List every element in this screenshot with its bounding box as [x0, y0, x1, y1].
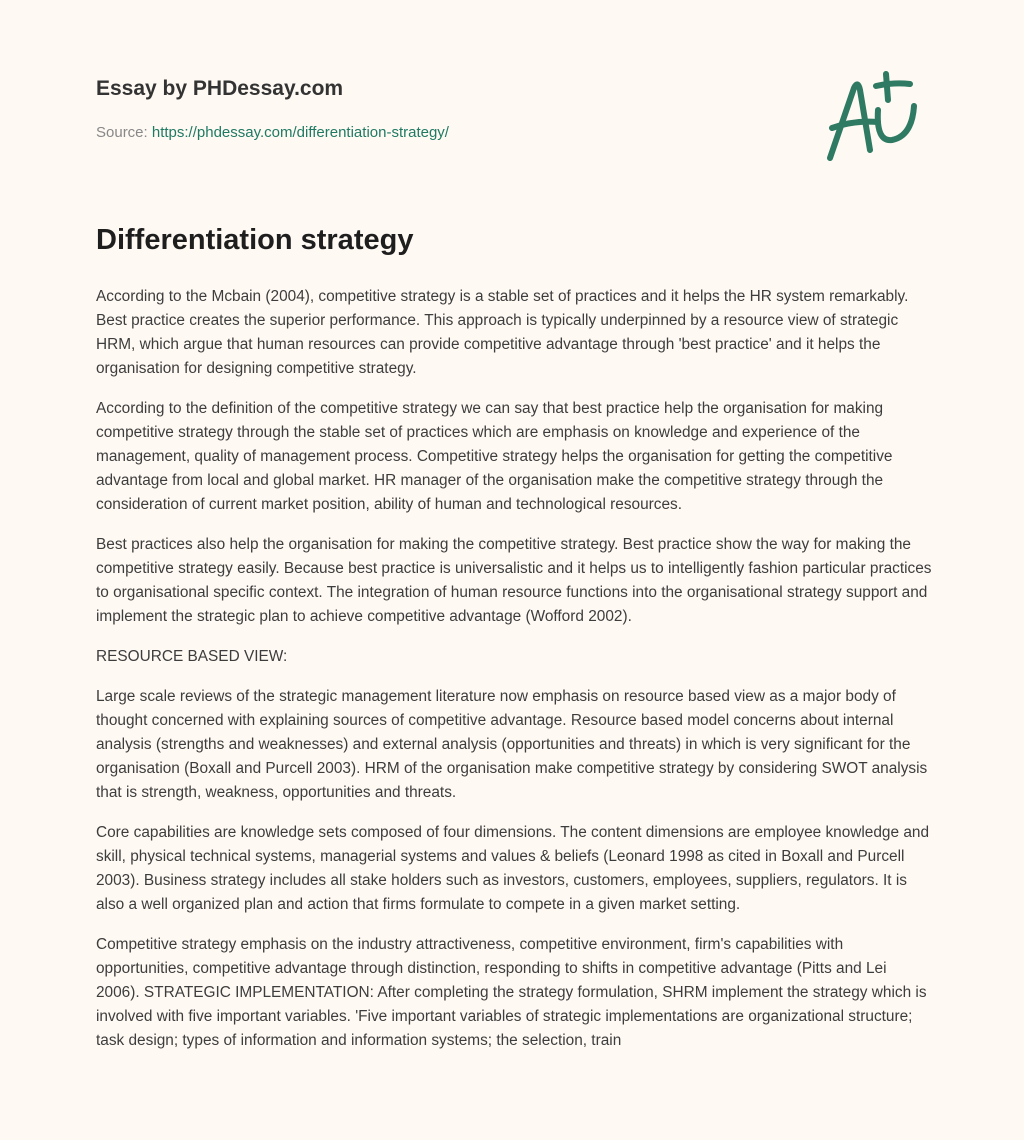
- paragraph: Large scale reviews of the strategic management literature now emphasis on resource based view as a major body of thought concerned with explaining sources of competitive advantage. Resource based model concerns about internal analysis (strengths and weaknesses) and external analysis (opportunities and threats) in which is very significant for the organisation (Boxall and Purcell 2003). HRM of the organisation make competitive strategy by considering SWOT analysis that is strength, weakness, opportunities and threats.: [96, 688, 928, 801]
- essay-title: Differentiation strategy: [96, 224, 414, 256]
- source-link[interactable]: https://phdessay.com/differentiation-strategy/: [151, 124, 449, 141]
- source-label: Source:: [96, 124, 148, 141]
- section-heading: RESOURCE BASED VIEW:: [96, 648, 288, 665]
- paragraph: Core capabilities are knowledge sets composed of four dimensions. The content dimensions are employee knowledge and skill, physical technical systems, managerial systems and values & beliefs (Leonard 1998 as cited in Boxall and Purcell 2003). Business strategy includes all stake holders such as investors, customers, employees, suppliers, regulators. It is also a well organized plan and action that firms formulate to compete in a given market setting.: [96, 824, 930, 913]
- paragraph: According to the Mcbain (2004), competitive strategy is a stable set of practices and it helps the HR system remarkably. Best practice creates the superior performance. This approach is typically underpinned by a resource view of strategic HRM, which argue that human resources can provide competitive advantage through 'best practice' and it helps the organisation for designing competitive strategy.: [96, 288, 909, 377]
- paragraph: According to the definition of the competitive strategy we can say that best practice help the organisation for making competitive strategy through the stable set of practices which are emphasis on knowledge and experience of the management, quality of management process. Competitive strategy helps the organisation for getting the competitive advantage from local and global market. HR manager of the organisation make the competitive strategy through the consideration of current market position, ability of human and technological resources.: [96, 400, 893, 513]
- site-brand: Essay by PHDessay.com: [96, 77, 344, 100]
- source-line: [96, 124, 449, 141]
- paragraph: Competitive strategy emphasis on the industry attractiveness, competitive environment, firm's capabilities with opportunities, competitive advantage through distinction, responding to shifts in competitive advantage (Pitts and Lei 2006). STRATEGIC IMPLEMENTATION: After completing the strategy formulation, SHRM implement the strategy which is involved with five important variables. 'Five important variables of strategic implementations are organizational structure; task design; types of information and information systems; the selection, train: [96, 936, 927, 1049]
- essay-body: [96, 285, 932, 1069]
- paragraph: Best practices also help the organisation for making the competitive strategy. Best practice show the way for making the competitive strategy easily. Because best practice is universalistic and it helps us to intelligently fashion particular practices to organisational specific context. The integration of human resource functions into the organisational strategy support and implement the strategic plan to achieve competitive advantage (Wofford 2002).: [96, 536, 932, 625]
- a-plus-logo-icon: [820, 70, 930, 165]
